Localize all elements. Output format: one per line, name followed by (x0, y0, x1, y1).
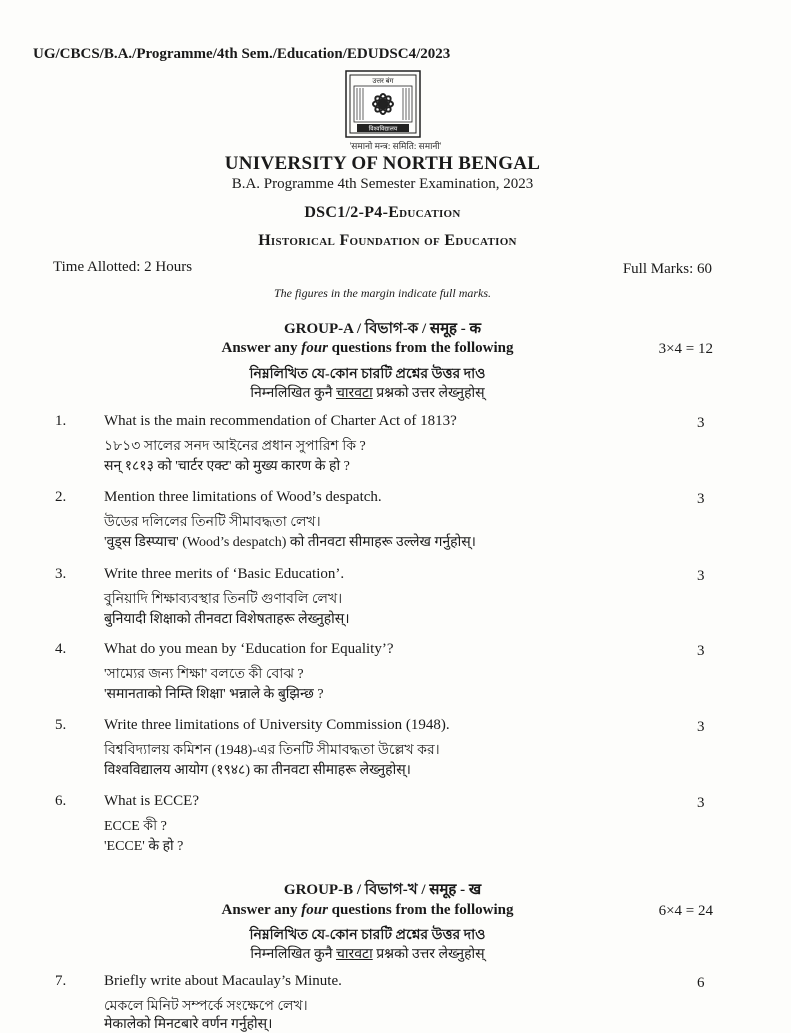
university-logo (345, 70, 421, 138)
full-marks: Full Marks: 60 (622, 261, 712, 277)
question-number: 5. (55, 717, 67, 733)
question-number: 3. (55, 566, 67, 582)
group-a-instruction: Answer any four questions from the following (221, 340, 514, 356)
question-text-en: What is the main recommendation of Charter Act of 1813? (104, 413, 457, 429)
question-text-bn: মেকলে মিনিট সম্পর্কে সংক্ষেপে লেখ। (104, 999, 308, 1014)
question-marks: 3 (697, 719, 705, 735)
question-number: 6. (55, 793, 67, 809)
question-marks: 3 (697, 643, 705, 659)
group-b-instruction-np: निम्नलिखित कुनै चारवटा प्रश्नको उत्तर लेख्नुहोस् (250, 947, 485, 962)
question-text-en: Write three merits of ‘Basic Education’. (104, 566, 345, 582)
group-a-title: GROUP-A / বিভাগ-ক / समूह - क (283, 321, 482, 337)
time-allotted: Time Allotted: 2 Hours (53, 259, 193, 275)
group-b-instruction: Answer any four questions from the following (221, 902, 514, 918)
question-text-bn: ১৮১৩ সালের সনদ আইনের প্রধান সুপারিশ কি ? (104, 439, 366, 454)
question-marks: 6 (697, 975, 705, 991)
question-marks: 3 (697, 795, 705, 811)
group-a-instruction-bn: নিম্নলিখিত যে-কোন চারটি প্রশ্নের উত্তর দাও (249, 367, 486, 382)
group-b-title: GROUP-B / বিভাগ-খ / समूह - ख (283, 882, 482, 898)
margin-note: The figures in the margin indicate full marks. (273, 286, 492, 300)
group-b-marks: 6×4 = 24 (658, 903, 713, 919)
question-text-np: 'समानताको निम्ति शिक्षा' भन्नाले के बुझिन्छ ? (104, 687, 324, 702)
paper-code: UG/CBCS/B.A./Programme/4th Sem./Education/EDUDSC4/2023 (33, 46, 451, 62)
question-number: 1. (55, 413, 67, 429)
logo-text-bottom: विश्वविद्यालय (368, 126, 398, 133)
question-text-bn: উডের দলিলের তিনটি সীমাবদ্ধতা লেখ। (104, 515, 321, 530)
group-a-marks: 3×4 = 12 (658, 341, 713, 357)
question-text-np: बुनियादी शिक्षाको तीनवटा विशेषताहरू लेख्नुहोस्। (104, 612, 350, 627)
question-marks: 3 (697, 568, 705, 584)
exam-name: B.A. Programme 4th Semester Examination, 2023 (231, 176, 534, 192)
logo-text-top: उत्तर बंग (372, 77, 394, 85)
group-a-instruction-np: निम्नलिखित कुनै चारवटा प्रश्नको उत्तर लेख्नुहोस् (250, 386, 485, 401)
question-marks: 3 (697, 491, 705, 507)
question-text-bn: ECCE কী ? (104, 819, 167, 834)
university-name: UNIVERSITY OF NORTH BENGAL (224, 153, 541, 174)
question-text-bn: 'সাম্যের জন্য শিক্ষা' বলতে কী বোঝ ? (104, 667, 304, 682)
paper-title: Historical Foundation of Education (258, 232, 517, 249)
question-text-np: विश्वविद्यालय आयोग (१९४८) का तीनवटा सीमाहरू लेख्नुहोस्। (104, 763, 411, 778)
question-text-np: 'ECCE' के हो ? (104, 839, 184, 854)
question-number: 2. (55, 489, 67, 505)
course-code: DSC1/2-P4-Education (304, 204, 461, 221)
question-text-bn: বিশ্ববিদ্যালয় কমিশন (1948)-এর তিনটি সীমাবদ্ধতা উল্লেখ কর। (104, 743, 440, 758)
question-text-np: 'वुड्स डिस्प्याच' (Wood’s despatch) को तीनवटा सीमाहरू उल्लेख गर्नुहोस्। (104, 535, 476, 550)
group-b-instruction-bn: নিম্নলিখিত যে-কোন চারটি প্রশ্নের উত্তর দাও (249, 928, 486, 943)
question-text-bn: বুনিয়াদি শিক্ষাব্যবস্থার তিনটি গুণাবলি লেখ। (104, 592, 343, 607)
question-text-en: Mention three limitations of Wood’s despatch. (104, 489, 382, 505)
question-text-en: Briefly write about Macaulay’s Minute. (104, 973, 342, 989)
question-text-en: Write three limitations of University Commission (1948). (104, 717, 450, 733)
question-number: 4. (55, 641, 67, 657)
question-text-en: What do you mean by ‘Education for Equality’? (104, 641, 394, 657)
question-text-en: What is ECCE? (104, 793, 199, 809)
question-number: 7. (55, 973, 67, 989)
question-marks: 3 (697, 415, 705, 431)
question-text-np: सन् १८१३ को 'चार्टर एक्ट' को मुख्य कारण के हो ? (104, 459, 350, 474)
question-text-np: मेकालेको मिनटबारे वर्णन गर्नुहोस्। (104, 1017, 273, 1032)
motto: 'समानो मन्त्र: समिति: समानी' (349, 141, 442, 151)
